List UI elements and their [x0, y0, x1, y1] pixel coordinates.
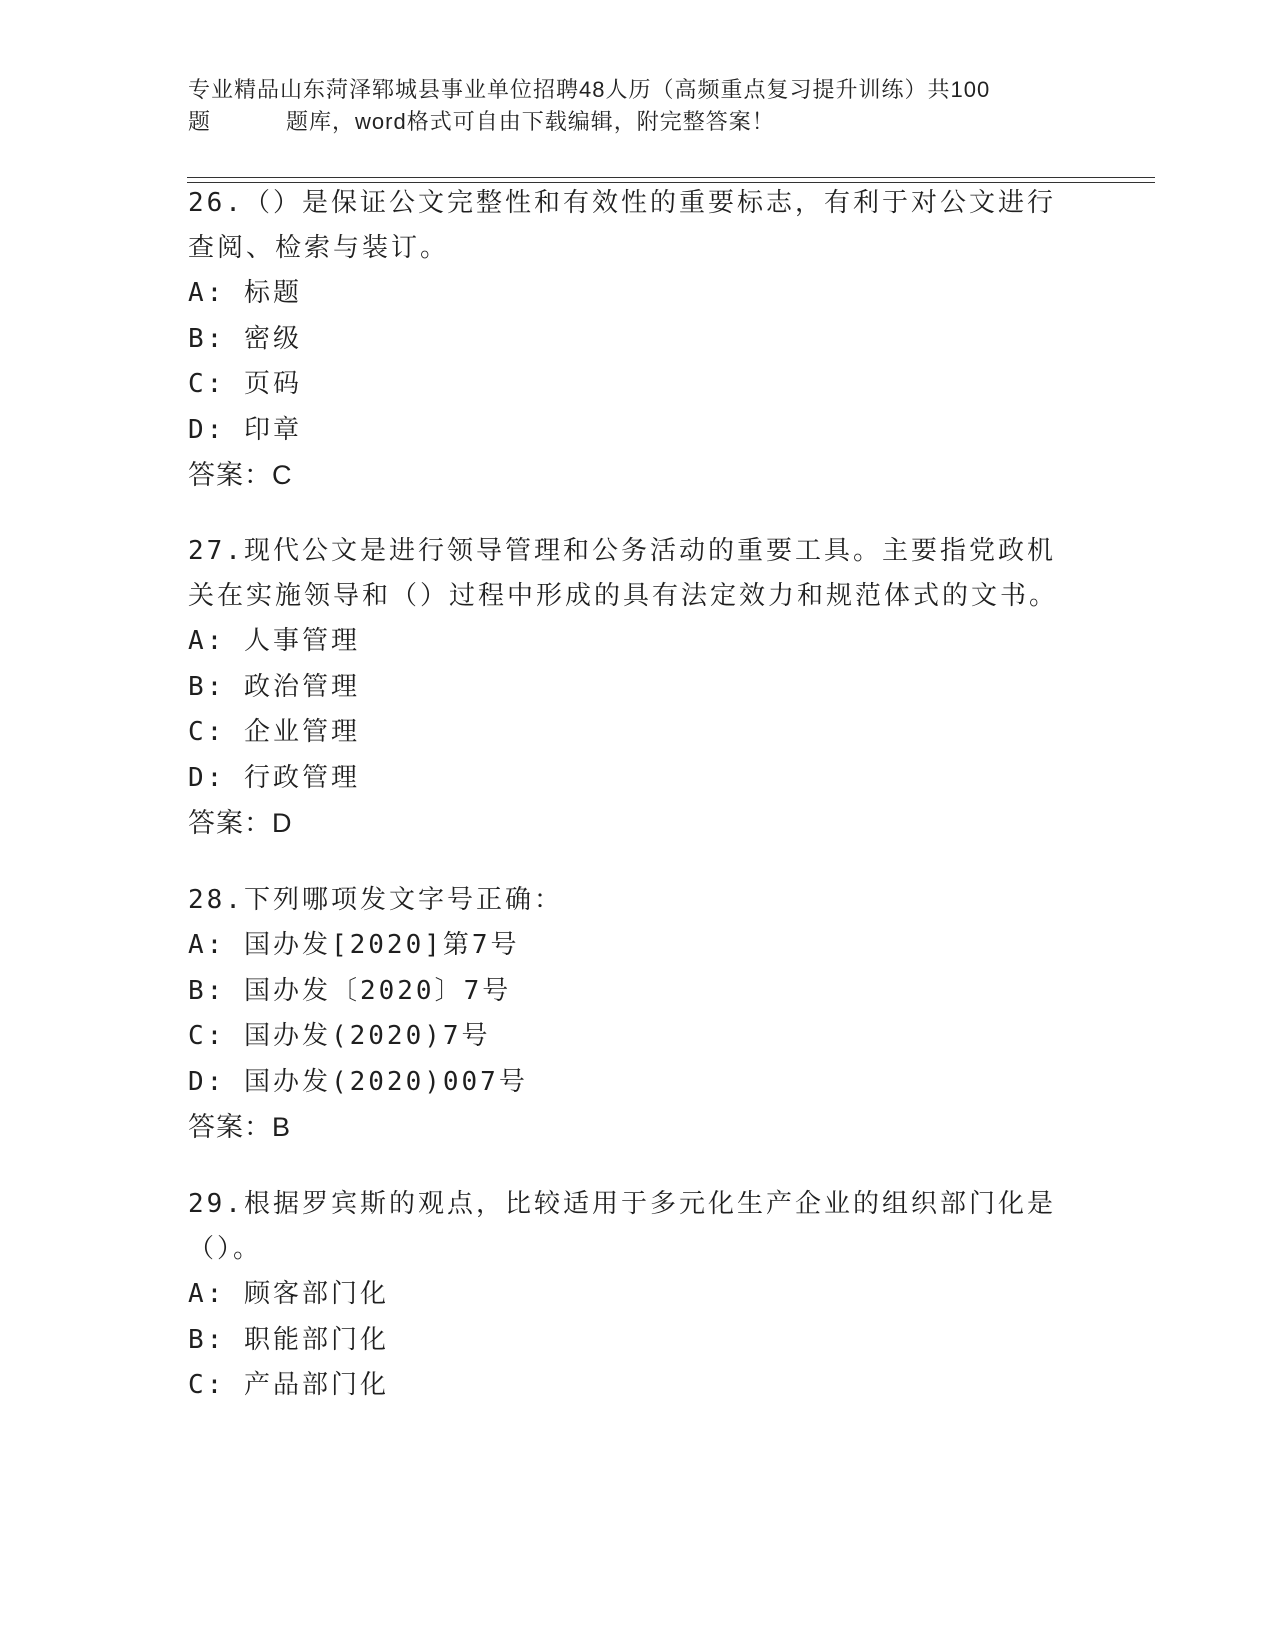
- option-c: C: 企业管理: [188, 717, 360, 747]
- option-b: B: 职能部门化: [188, 1324, 389, 1355]
- option-d: D: 行政管理: [188, 762, 360, 793]
- option-c: C: 国办发(2020)7号: [188, 1021, 491, 1051]
- header-subtitle-left: 题: [188, 109, 212, 134]
- option-c: C: 页码: [188, 369, 302, 399]
- question-28: [188, 878, 1068, 1150]
- question-27: [188, 529, 1068, 846]
- header-title-line: 专业精品山东菏泽郓城县事业单位招聘48人历（高频重点复习提升训练）共100: [188, 77, 991, 102]
- option-b: B: 密级: [188, 323, 302, 354]
- answer: 答案：C: [188, 460, 293, 490]
- question-stem: 28.下列哪项发文字号正确：: [188, 885, 563, 915]
- option-a: A: 顾客部门化: [188, 1279, 389, 1309]
- option-b: B: 政治管理: [188, 671, 360, 702]
- question-29: [188, 1182, 1068, 1409]
- option-a: A: 国办发[2020]第7号: [188, 930, 520, 960]
- document-header: [188, 74, 1068, 138]
- header-subtitle-right: 题库，word格式可自由下载编辑，附完整答案！: [286, 109, 775, 134]
- answer: 答案：B: [188, 1112, 292, 1142]
- option-a: A: 标题: [188, 278, 302, 308]
- question-stem: 27.现代公文是进行领导管理和公务活动的重要工具。主要指党政机关在实施领导和（）过程中形成的具有法定效力和规范体式的文书。: [188, 536, 1059, 611]
- header-subtitle-line: [188, 106, 1068, 138]
- question-stem: 26.（）是保证公文完整性和有效性的重要标志，有利于对公文进行查阅、检索与装订。: [188, 188, 1056, 263]
- answer: 答案：D: [188, 808, 293, 838]
- question-stem: 29.根据罗宾斯的观点，比较适用于多元化生产企业的组织部门化是（）。: [188, 1189, 1056, 1264]
- option-a: A: 人事管理: [188, 626, 360, 656]
- option-d: D: 印章: [188, 414, 302, 445]
- option-d: D: 国办发(2020)007号: [188, 1066, 528, 1097]
- option-c: C: 产品部门化: [188, 1370, 389, 1400]
- header-divider-top: [187, 177, 1155, 178]
- option-b: B: 国办发〔2020〕7号: [188, 975, 512, 1006]
- question-26: [188, 181, 1068, 498]
